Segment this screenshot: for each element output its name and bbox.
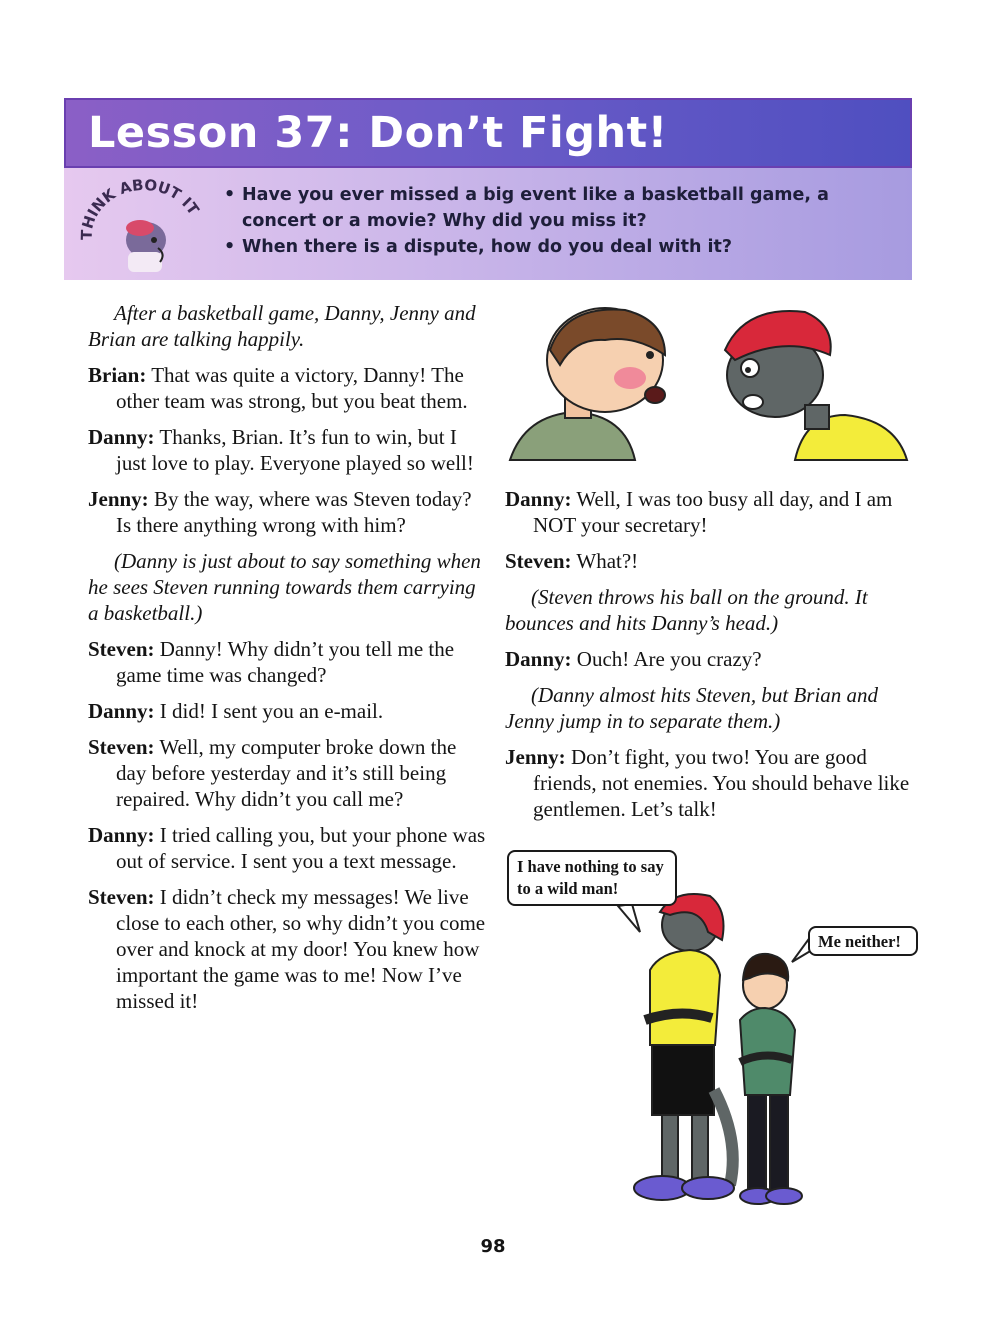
line-text: Thanks, Brian. It’s fun to win, but I just love to play. Everyone played so well! (116, 425, 474, 475)
think-question: • Have you ever missed a big event like a basketball game, a concert or a movie? Why did you miss it? (224, 182, 904, 234)
stage-direction: (Steven throws his ball on the ground. It bounces and hits Danny’s head.) (505, 585, 868, 635)
speaker-name: Jenny: (505, 745, 566, 769)
speaker-name: Brian: (88, 363, 147, 387)
page-number: 98 (480, 1236, 506, 1257)
dialogue-line (88, 884, 488, 1014)
dialogue-line (88, 486, 488, 538)
dialogue-line (88, 636, 488, 688)
dialogue-line (505, 646, 925, 672)
speaker-name: Steven: (88, 885, 155, 909)
line-text: Danny! Why didn’t you tell me the game time was changed? (116, 637, 455, 687)
badge-text: THINK ABOUT IT (77, 178, 203, 241)
dialogue-line (88, 698, 488, 724)
line-text: Well, my computer broke down the day before yesterday and it’s still being repaired. Why didn’t you call me? (116, 735, 457, 811)
line-text: Well, I was too busy all day, and I am NOT your secretary! (533, 487, 893, 537)
speaker-name: Danny: (505, 487, 572, 511)
speaker-name: Danny: (88, 823, 155, 847)
speech-bubble-danny: Me neither! (808, 926, 918, 956)
think-question: • When there is a dispute, how do you deal with it? (224, 234, 904, 260)
dialogue-line (88, 362, 488, 414)
speaker-name: Steven: (88, 637, 155, 661)
dialogue-right-column (505, 486, 925, 832)
dialogue-line (88, 734, 488, 812)
dialogue-line (505, 486, 925, 538)
speaker-name: Danny: (505, 647, 572, 671)
speaker-name: Steven: (88, 735, 155, 759)
line-text: That was quite a victory, Danny! The other team was strong, but you beat them. (116, 363, 468, 413)
think-about-it-box (64, 168, 912, 280)
speaker-name: Steven: (505, 549, 572, 573)
line-text: Don’t fight, you two! You are good friends, not enemies. You should behave like gentlemen. Let’s talk! (533, 745, 910, 821)
scene-intro: After a basketball game, Danny, Jenny and Brian are talking happily. (88, 301, 476, 351)
dialogue-line (88, 424, 488, 476)
speaker-name: Jenny: (88, 487, 149, 511)
speaker-name: Danny: (88, 699, 155, 723)
arguing-characters-illustration (505, 300, 915, 465)
dialogue-line (505, 548, 925, 574)
line-text: I did! I sent you an e-mail. (159, 699, 384, 723)
lesson-title: Lesson 37: Don’t Fight! (88, 108, 668, 158)
dialogue-line (505, 744, 925, 822)
lesson-title-bar (64, 98, 912, 168)
line-text: I tried calling you, but your phone was out of service. I sent you a text message. (116, 823, 486, 873)
stage-direction: (Danny almost hits Steven, but Brian and Jenny jump in to separate them.) (505, 683, 879, 733)
dialogue-left-column (88, 300, 488, 1024)
stage-direction: (Danny is just about to say something when he sees Steven running towards them carrying a basketball.) (88, 549, 481, 625)
think-questions-list (224, 182, 904, 260)
line-text: Ouch! Are you crazy? (576, 647, 762, 671)
line-text: What?! (576, 549, 639, 573)
think-about-it-badge-icon (74, 178, 214, 274)
speech-bubble-steven: I have nothing to say to a wild man! (507, 850, 677, 906)
line-text: I didn’t check my messages! We live close to each other, so why didn’t you come over and knock at my door! You knew how important the game was to me! Now I’ve missed it! (116, 885, 486, 1013)
speaker-name: Danny: (88, 425, 155, 449)
dialogue-line (88, 822, 488, 874)
line-text: By the way, where was Steven today? Is there anything wrong with him? (116, 487, 472, 537)
